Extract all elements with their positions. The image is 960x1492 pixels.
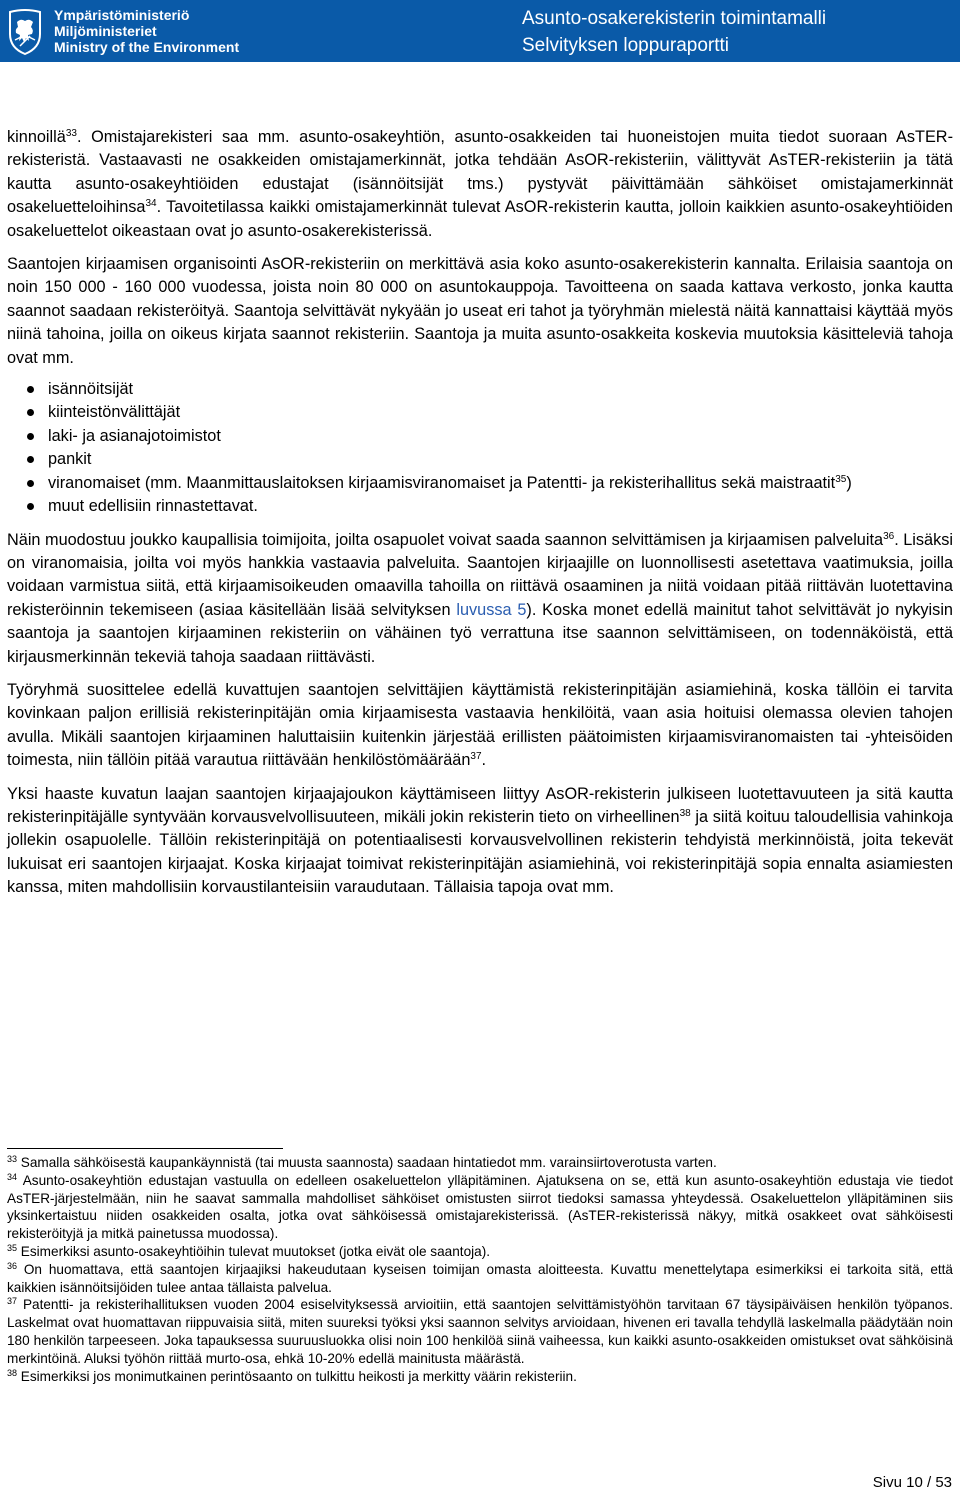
footnote-ref[interactable]: 37 (470, 751, 482, 763)
footnote-ref[interactable]: 34 (145, 198, 157, 210)
paragraph: Näin muodostuu joukko kaupallisia toimijoita, joilta osapuolet voivat saada saannon selvittämisen ja kirjaamisen palveluita$^{36}$. Lisäksi on viranomaisia, joilta voi myös hankkia vastaavia palveluita. Saantojen kirjaajille on luonnollisesti asetettava vaatimuksia, joilla voidaan varmistua siitä, että kirjaamisoikeuden omaavilla tahoilla on riittävä osaaminen ja niitä voidaan pitää riittävän luotettavina rekisteröinnin tekemiseen (asiaa käsitellään lisää selvityksen luvussa 5). Koska monet edellä mainitut tahot selvittävät jo nykyisin saantoja ja saantojen kirjaaminen rekisteriin on vähäinen työ verrattuna itse saannon selvittämiseen, on todennäköistä, että kirjausmerkinnän tekeviä tahoja saadaan riittävästi. (7, 530, 954, 666)
list-item: viranomaiset (mm. Maanmittauslaitoksen kirjaamisviranomaiset ja Patentti- ja rekisterihallitus sekä maistraatit$^{35}$) (7, 472, 953, 495)
page-number: Sivu 10 / 53 (872, 1474, 952, 1491)
bullet-list (7, 378, 953, 518)
footnote: $^{37}$ Patentti- ja rekisterihallituksen vuoden 2004 esiselvityksessä arvioitiin, että saantojen selvittämistyöhön tarvitaan 67 täysipäiväisen henkilön työpanos. Laskelmat ovat huomattavan riippuvaisia siitä, miten suureksi työksi yksi saannon selvitys arvioidaan, hivenen eri tavalla tehdyllä laskelmalla päädytään noin 180 henkilön tarpeeseen. Joka tapauksessa suuruusluokka olisi noin 100 henkilöä siinä vaiheessa, kun kaikki asunto-osakkeiden omistukset ovat sähköisinä merkintöinä. Aluksi työhön riittää murto-osa, ehkä 10-20% edellä mainitusta määrästä. (7, 1296, 954, 1366)
footnote-ref[interactable]: 36 (883, 530, 895, 542)
footnote-ref[interactable]: 35 (835, 473, 847, 485)
footnote-number: 35 (7, 1242, 18, 1253)
ministry-name-en: Ministry of the Environment (54, 39, 240, 55)
ministry-name (54, 7, 239, 55)
list-item: isännöitsijät (7, 378, 953, 401)
footnote: $^{35}$ Esimerkiksi asunto-osakeyhtiöihin tulevat muutokset (jotka eivät ole saantoja). (7, 1242, 491, 1259)
list-item: muut edellisiin rinnastettavat. (7, 495, 953, 518)
footnote-number: 34 (7, 1171, 18, 1182)
footnote-number: 36 (7, 1260, 18, 1271)
page-header (0, 0, 960, 62)
paragraph: Saantojen kirjaamisen organisointi AsOR-rekisteriin on merkittävä asia koko asunto-osakerekisterin kannalta. Erilaisia saantoja on noin 150 000 - 160 000 vuodessa, joista noin 80 000 on asuntokauppoja. Tavoitteena on saada kattava verkosto, jonka kautta saannot saadaan rekisteröityä. Saantoja selvittävät nykyään jo useat eri tahot ja työryhmän mielestä näitä kannattaisi käyttää myös niinä tahoina, joilla on oikeus kirjata saannot rekisteriin. Saantoja ja muita asunto-osakkeita koskevia muutoksia käsitteleviä tahoja ovat mm. (7, 255, 953, 367)
footnote: $^{36}$ On huomattava, että saantojen kirjaajiksi hakeudutaan kyseisen toimijan omasta aloitteesta. Kuvattu menettelytapa esimerkiksi ei tarkoita sitä, että kaikkien isännöitsijöiden tulee antaa tällaista palvelua. (7, 1260, 953, 1295)
chapter-link[interactable]: luvussa 5 (456, 600, 527, 619)
list-item: pankit (7, 448, 953, 471)
list-item: kiinteistönvälittäjät (7, 401, 953, 424)
footnote-number: 37 (7, 1296, 18, 1307)
paragraph: Yksi haaste kuvatun laajan saantojen kirjaajajoukon käyttämiseen liittyy AsOR-rekisterin julkiseen luotettavuuteen ja sitä kautta rekisterinpitäjälle syntyvään korvausvelvollisuuteen, mikäli jokin rekisterin tieto on virheellinen$^{38}$ ja siitä koituu taloudellisia vahinkoja jollekin osapuolelle. Tällöin rekisterinpitäjä on potentiaalisesti korvausvelvollinen rekisterin tehdyistä merkinnöistä, joita tekevät lukuisat eri saantojen kirjaajat. Koska kirjaajat toimivat rekisterinpitäjän asiamiehinä, voi rekisterinpitäjä sopia ennalta asiamiesten kanssa, miten mahdollisiin korvaustilanteisiin varaudutaan. Tällaisia tapoja ovat mm. (7, 784, 954, 897)
document-title-block (522, 5, 826, 59)
footnote: $^{33}$ Samalla sähköisestä kaupankäynnistä (tai muusta saannosta) saadaan hintatiedot mm. varainsiirtoverotusta varten. (7, 1154, 717, 1170)
footnote-ref[interactable]: 38 (679, 807, 691, 819)
footnotes (7, 1154, 953, 1385)
footnote: $^{38}$ Esimerkiksi jos monimutkainen perintösaanto on tulkittu heikosti ja merkitty väärin rekisteriin. (7, 1367, 577, 1384)
paragraph: Työryhmä suosittelee edellä kuvattujen saantojen selvittäjien käyttämistä rekisterinpitäjän asiamiehinä, koska tällöin ei tarvita kovinkaan paljon erillisiä rekisterinpitäjän omia kirjaamisesta vastaavia henkilöitä, vaan asia hoituisi olemassa olevien tahojen avulla. Mikäli saantojen kirjaaminen haluttaisiin kuitenkin järjestää erillisten päätoimisten kirjaamisviranomaisten tai -yhteisöiden toimesta, niin tällöin pitää varautua riittävään henkilöstömäärään$^{37}$. (7, 680, 953, 770)
document-title: Asunto-osakerekisterin toimintamalli (522, 8, 827, 29)
footnote: $^{34}$ Asunto-osakeyhtiön edustajan vastuulla on edelleen osakeluettelon ylläpitäminen. Ajatuksena on se, että kun asunto-osakeyhtiön edustaja vie tiedot AsTER-järjestelmään, niin he saavat sammalla mahdolliset sähköiset omistusten siirrot tiedoksi samassa yhteydessä. Osakeluettelon ylläpitäminen siis yksinkertaistuu niiden osakkeiden osalta, jotka ovat sähköisessä omistajarekisterissä. (AsTER-rekisterissä näkyy, mitkä osakkeet ovat sähköisesti rekisteröityjä ja mitkä painetussa muodossa). (7, 1171, 953, 1242)
ministry-name-sv: Miljöministeriet (54, 23, 157, 39)
document-subtitle: Selvityksen loppuraportti (522, 35, 729, 56)
footnote-number: 33 (7, 1154, 18, 1164)
footnote-separator (7, 1148, 283, 1149)
list-item: laki- ja asianajotoimistot (7, 425, 953, 448)
lion-coat-of-arms-icon (6, 6, 44, 56)
footnote-ref[interactable]: 33 (65, 128, 77, 139)
body-text (7, 126, 953, 910)
footnote-number: 38 (7, 1367, 18, 1378)
paragraph: kinnoillä$^{33}$. Omistajarekisteri saa mm. asunto-osakeyhtiön, asunto-osakkeiden tai huoneistojen muita tiedot suoraan AsTER-rekisteristä. Vastaavasti ne osakkeiden omistajamerkinnät, jotka tehdään AsOR-rekisteriin, välittyvät AsTER-rekisteriin ja tätä kautta asunto-osakeyhtiöiden edustajat (isännöitsijät tms.) pystyvät päivittämään sähköiset omistajamerkinnät osakeluetteloihinsa$^{34}$. Tavoitetilassa kaikki omistajamerkinnät tulevat AsOR-rekisterin kautta, jolloin kaikkien asunto-osakeyhtiöiden osakeluettelot oikeastaan ovat jo asunto-osakerekisterissä. (7, 128, 953, 240)
ministry-name-fi: Ympäristöministeriö (54, 7, 190, 23)
